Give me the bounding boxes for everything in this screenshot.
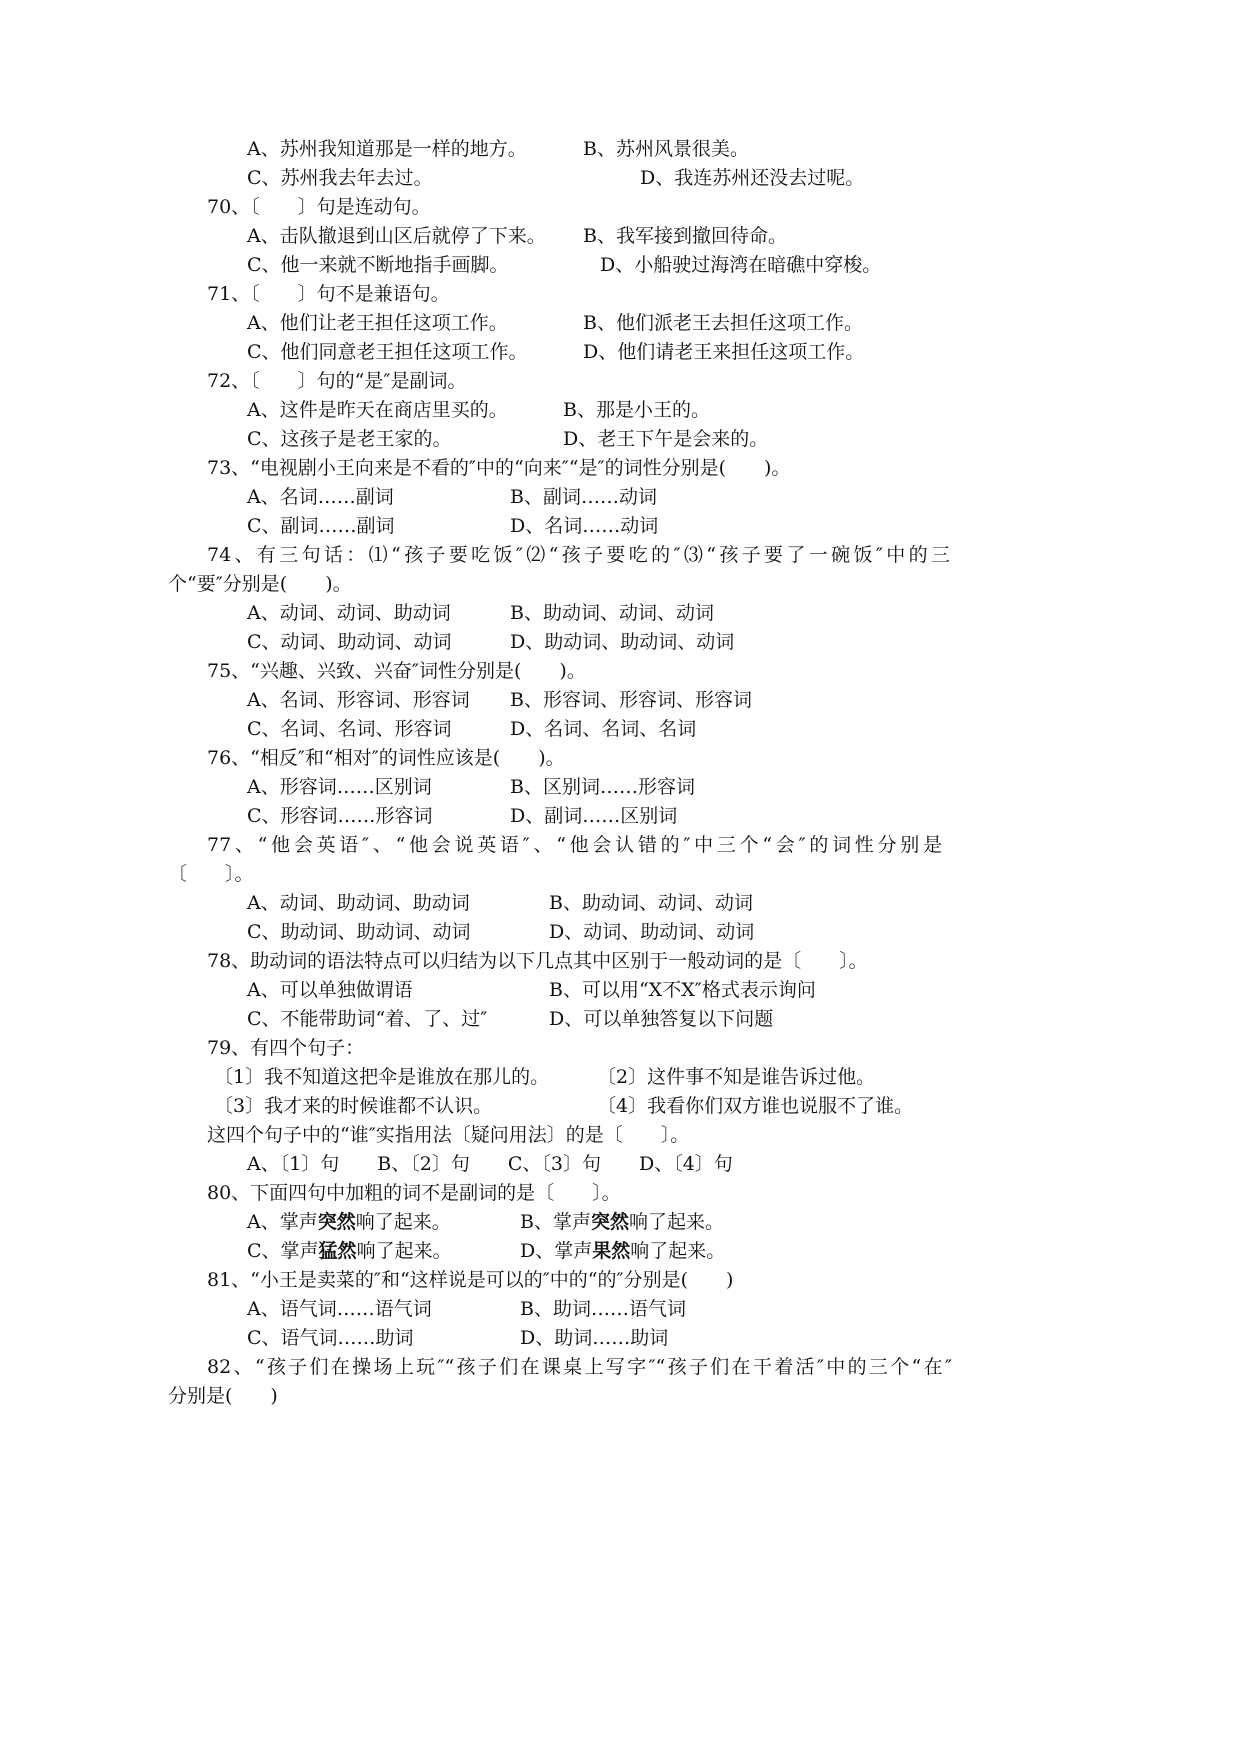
text-line: 81、“小王是卖菜的″和“这样说是可以的″中的“的″分别是( ): [207, 1269, 734, 1291]
text-line: B、我军接到撤回待命。: [583, 225, 787, 247]
text-line: A、可以单独做谓语: [247, 979, 413, 1001]
text-line: D、助词……助词: [520, 1327, 669, 1349]
text-line: D、名词……动词: [510, 515, 659, 537]
text-line: B、助词……语气词: [520, 1298, 686, 1320]
text-line: 77、“他会英语″、“他会说英语″、“他会认错的″中三个“会″的词性分别是: [207, 834, 942, 856]
text-line: A、动词、助动词、助动词: [247, 892, 470, 914]
text-line: A、名词……副词: [247, 486, 394, 508]
text-line: D、可以单独答复以下问题: [549, 1008, 774, 1030]
text-line: B、副词……动词: [510, 486, 657, 508]
text-line: A、苏州我知道那是一样的地方。: [247, 138, 527, 160]
text-line: C、形容词……形容词: [247, 805, 433, 827]
line-text: D、掌声: [520, 1240, 593, 1262]
text-line: A、〔1〕句 B、〔2〕句 C、〔3〕句 D、〔4〕句: [247, 1153, 733, 1175]
text-line: D、副词……区别词: [510, 805, 678, 827]
text-line: D、名词、名词、名词: [510, 718, 697, 740]
text-line: 个“要″分别是( )。: [168, 573, 352, 595]
text-line: D、老王下午是会来的。: [563, 428, 769, 450]
line-text: B、掌声: [520, 1211, 591, 1233]
text-line: 〔4〕我看你们双方谁也说服不了谁。: [597, 1095, 914, 1117]
line-text: A、掌声: [247, 1211, 318, 1233]
text-line: B、那是小王的。: [563, 399, 710, 421]
text-line: C、动词、助动词、动词: [247, 631, 452, 653]
text-line: [520, 1239, 725, 1263]
text-line: A、动词、动词、助动词: [247, 602, 451, 624]
text-line: C、这孩子是老王家的。: [247, 428, 452, 450]
text-line: C、副词……副词: [247, 515, 395, 537]
text-line: 72、〔 〕句的“是″是副词。: [207, 370, 467, 392]
text-line: 75、“兴趣、兴致、兴奋″词性分别是( )。: [207, 660, 586, 682]
text-line: B、苏州风景很美。: [583, 138, 749, 160]
text-line: 74、有三句话：⑴“孩子要吃饭″⑵“孩子要吃的″⑶“孩子要了一碗饭″中的三: [207, 544, 950, 566]
bold-word: 猛然: [318, 1240, 357, 1262]
text-line: 78、助动词的语法特点可以归结为以下几点其中区别于一般动词的是〔 〕。: [207, 950, 868, 972]
text-line: 76、“相反″和“相对″的词性应该是( )。: [207, 747, 565, 769]
text-line: 这四个句子中的“谁″实指用法〔疑问用法〕的是〔 〕。: [207, 1124, 690, 1146]
text-line: 〔1〕我不知道这把伞是谁放在那儿的。: [214, 1066, 550, 1088]
text-line: [520, 1210, 724, 1234]
text-line: B、他们派老王去担任这项工作。: [583, 312, 863, 334]
text-line: A、这件是昨天在商店里买的。: [247, 399, 508, 421]
text-line: C、苏州我去年去过。: [247, 167, 433, 189]
text-line: [247, 1210, 451, 1234]
text-line: D、他们请老王来担任这项工作。: [583, 341, 865, 363]
text-line: 分别是( ): [168, 1385, 278, 1407]
line-text: C、掌声: [247, 1240, 319, 1262]
line-text: 响了起来。: [355, 1211, 451, 1233]
text-line: B、区别词……形容词: [510, 776, 695, 798]
text-line: 〔3〕我才来的时候谁都不认识。: [214, 1095, 493, 1117]
text-line: A、名词、形容词、形容词: [247, 689, 470, 711]
text-line: 〔2〕这件事不知是谁告诉过他。: [597, 1066, 876, 1088]
text-line: A、语气词……语气词: [247, 1298, 432, 1320]
text-line: C、他们同意老王担任这项工作。: [247, 341, 528, 363]
text-line: 70、〔 〕句是连动句。: [207, 196, 431, 218]
line-text: 响了起来。: [630, 1240, 726, 1262]
text-line: B、助动词、动词、动词: [510, 602, 714, 624]
bold-word: 果然: [592, 1240, 631, 1262]
text-line: D、我连苏州还没去过呢。: [640, 167, 865, 189]
text-line: A、形容词……区别词: [247, 776, 432, 798]
bold-word: 突然: [590, 1211, 629, 1233]
line-text: 响了起来。: [628, 1211, 724, 1233]
text-line: B、形容词、形容词、形容词: [510, 689, 752, 711]
bold-word: 突然: [317, 1211, 356, 1233]
text-line: B、助动词、动词、动词: [549, 892, 753, 914]
text-line: 79、有四个句子：: [207, 1037, 365, 1059]
text-line: C、他一来就不断地指手画脚。: [247, 254, 509, 276]
text-line: B、可以用“X不X″格式表示询问: [549, 979, 816, 1001]
line-text: 响了起来。: [356, 1240, 452, 1262]
text-line: 82、“孩子们在操场上玩″“孩子们在课桌上写字″“孩子们在干着活″中的三个“在″: [207, 1356, 952, 1378]
text-line: D、小船驶过海湾在暗礁中穿梭。: [600, 254, 882, 276]
text-line: [247, 1239, 452, 1263]
text-line: C、不能带助词“着、了、过″: [247, 1008, 488, 1030]
text-line: 80、下面四句中加粗的词不是副词的是〔 〕。: [207, 1182, 621, 1204]
text-line: C、名词、名词、形容词: [247, 718, 452, 740]
text-line: 〔 〕。: [168, 863, 254, 885]
text-line: C、助动词、助动词、动词: [247, 921, 471, 943]
text-line: A、击队撤退到山区后就停了下来。: [247, 225, 546, 247]
text-line: C、语气词……助词: [247, 1327, 414, 1349]
text-line: 73、“电视剧小王向来是不看的″中的“向来″“是″的词性分别是( )。: [207, 457, 791, 479]
text-line: A、他们让老王担任这项工作。: [247, 312, 508, 334]
text-line: 71、〔 〕句不是兼语句。: [207, 283, 450, 305]
text-line: D、动词、助动词、动词: [549, 921, 755, 943]
text-line: D、助动词、助动词、动词: [510, 631, 735, 653]
